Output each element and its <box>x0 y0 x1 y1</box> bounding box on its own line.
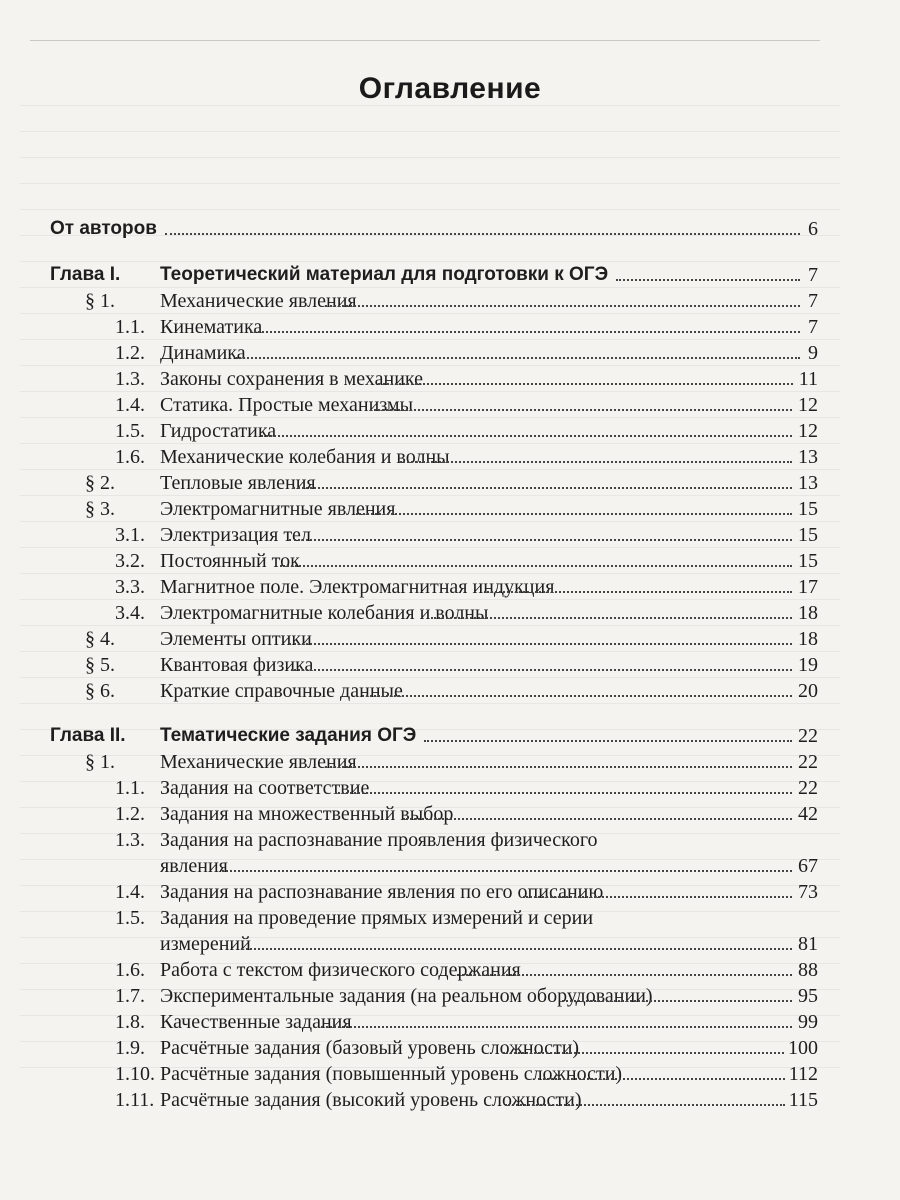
dot-leader <box>403 818 792 820</box>
toc-entry <box>0 470 900 496</box>
entry-number: § 1. <box>85 751 115 773</box>
entry-title: Задания на распознавание проявления физического <box>160 829 598 851</box>
entry-number: § 3. <box>85 498 115 520</box>
entry-number: 3.2. <box>115 550 145 572</box>
dot-leader <box>370 409 792 411</box>
entry-title: Механические колебания и волны <box>160 446 450 468</box>
entry-number: 1.1. <box>115 316 145 338</box>
entry-title: Задания на проведение прямых измерений и серии <box>160 907 594 929</box>
entry-title: Задания на соответствие <box>160 777 370 799</box>
entry-title: Динамика <box>160 342 246 364</box>
toc-entry <box>0 801 900 827</box>
entry-number: 1.4. <box>115 394 145 416</box>
toc-entry <box>0 853 900 879</box>
dot-leader <box>165 233 800 235</box>
entry-title: Гидростатика <box>160 420 277 442</box>
page-number: 15 <box>798 550 818 572</box>
entry-title: Расчётные задания (высокий уровень сложности) <box>160 1089 582 1111</box>
toc-entry <box>0 366 900 392</box>
dot-leader <box>325 766 792 768</box>
page-number: 7 <box>808 290 818 312</box>
page-number: 115 <box>788 1089 818 1111</box>
toc-entry <box>0 418 900 444</box>
entry-title: Кинематика <box>160 316 263 338</box>
toc-entry <box>0 288 900 314</box>
dot-leader <box>424 740 792 742</box>
dot-leader <box>484 591 792 593</box>
page-number: 6 <box>808 218 818 240</box>
dot-leader <box>250 331 800 333</box>
page-number: 13 <box>798 446 818 468</box>
entry-number: 3.1. <box>115 524 145 546</box>
toc-entry <box>0 879 900 905</box>
toc-entry <box>0 216 900 242</box>
entry-title: Магнитное поле. Электромагнитная индукция <box>160 576 555 598</box>
entry-title: Электромагнитные колебания и волны <box>160 602 489 624</box>
entry-title: Элементы оптики <box>160 628 312 650</box>
page-number: 12 <box>798 394 818 416</box>
page-number: 73 <box>798 881 818 903</box>
toc-entry <box>0 1035 900 1061</box>
dot-leader <box>291 669 792 671</box>
entry-number: § 2. <box>85 472 115 494</box>
entry-number: 3.4. <box>115 602 145 624</box>
entry-number: 1.6. <box>115 446 145 468</box>
dot-leader <box>457 974 792 976</box>
page-number: 81 <box>798 933 818 955</box>
entry-number: 1.1. <box>115 777 145 799</box>
page-number: 22 <box>798 777 818 799</box>
entry-title: Тепловые явления <box>160 472 316 494</box>
page-number: 17 <box>798 576 818 598</box>
entry-title: Расчётные задания (базовый уровень сложности) <box>160 1037 580 1059</box>
entry-title: Постоянный ток <box>160 550 300 572</box>
page-title: Оглавление <box>358 72 542 105</box>
page-number: 9 <box>808 342 818 364</box>
dot-leader <box>431 617 792 619</box>
entry-number: 1.2. <box>115 342 145 364</box>
entry-number: 1.5. <box>115 907 145 929</box>
dot-leader <box>538 1078 785 1080</box>
entry-number: § 1. <box>85 290 115 312</box>
dot-leader <box>562 1000 792 1002</box>
page-number: 13 <box>798 472 818 494</box>
page-number: 11 <box>798 368 818 390</box>
toc-entry <box>0 392 900 418</box>
entry-title: Теоретический материал для подготовки к ОГЭ <box>160 264 609 285</box>
entry-number: 3.3. <box>115 576 145 598</box>
entry-number: Глава I. <box>50 264 121 285</box>
dot-leader <box>505 1104 784 1106</box>
page-number: 20 <box>798 680 818 702</box>
entry-title: Качественные задания <box>160 1011 352 1033</box>
entry-title: Задания на распознавание явления по его описанию <box>160 881 604 903</box>
dot-leader <box>362 695 792 697</box>
toc-entry <box>0 678 900 704</box>
dot-leader <box>378 383 792 385</box>
toc-entry <box>0 905 900 931</box>
toc-entry <box>0 957 900 983</box>
toc-entry <box>0 775 900 801</box>
page-number: 18 <box>798 628 818 650</box>
entry-number: 1.7. <box>115 985 145 1007</box>
toc-entry <box>0 723 900 749</box>
entry-title: явления <box>160 855 228 877</box>
entry-number: 1.3. <box>115 368 145 390</box>
page-number: 7 <box>808 264 818 286</box>
toc-entry <box>0 983 900 1009</box>
entry-title: Квантовая физика <box>160 654 314 676</box>
toc-entry <box>0 548 900 574</box>
toc-entry <box>0 340 900 366</box>
toc-entry <box>0 600 900 626</box>
dot-leader <box>236 357 800 359</box>
page-number: 18 <box>798 602 818 624</box>
entry-number: Глава II. <box>50 725 126 746</box>
entry-number: 1.8. <box>115 1011 145 1033</box>
dot-leader <box>289 643 792 645</box>
toc-entry <box>0 652 900 678</box>
dot-leader <box>289 539 792 541</box>
dot-leader <box>261 435 792 437</box>
toc-entry <box>0 626 900 652</box>
dot-leader <box>222 870 792 872</box>
entry-number: 1.9. <box>115 1037 145 1059</box>
header-rule <box>30 40 820 41</box>
entry-number: § 6. <box>85 680 115 702</box>
page-number: 95 <box>798 985 818 1007</box>
page-number: 67 <box>798 855 818 877</box>
page-number: 22 <box>798 725 818 747</box>
toc-entry <box>0 1061 900 1087</box>
entry-title: Задания на множественный выбор <box>160 803 454 825</box>
entry-title: От авторов <box>50 218 157 239</box>
dot-leader <box>523 896 792 898</box>
entry-number: 1.5. <box>115 420 145 442</box>
entry-number: 1.4. <box>115 881 145 903</box>
entry-title: Статика. Простые механизмы <box>160 394 414 416</box>
entry-title: Механические явления <box>160 290 357 312</box>
entry-number: 1.2. <box>115 803 145 825</box>
toc-entry <box>0 827 900 853</box>
page-number: 88 <box>798 959 818 981</box>
page-number: 112 <box>788 1063 818 1085</box>
toc-entry <box>0 931 900 957</box>
entry-number: § 4. <box>85 628 115 650</box>
toc-entry <box>0 444 900 470</box>
toc-entry <box>0 314 900 340</box>
page-number: 42 <box>798 803 818 825</box>
dot-leader <box>356 513 792 515</box>
entry-number: 1.6. <box>115 959 145 981</box>
page-number: 7 <box>808 316 818 338</box>
toc-entry <box>0 496 900 522</box>
entry-title: Механические явления <box>160 751 357 773</box>
page-number: 15 <box>798 498 818 520</box>
entry-number: 1.10. <box>115 1063 155 1085</box>
page-number: 12 <box>798 420 818 442</box>
page-number: 15 <box>798 524 818 546</box>
dot-leader <box>400 461 792 463</box>
dot-leader <box>616 279 800 281</box>
toc-entry <box>0 749 900 775</box>
toc-entry <box>0 1009 900 1035</box>
entry-title: Законы сохранения в механике <box>160 368 424 390</box>
dot-leader <box>335 792 792 794</box>
entry-title: Электризация тел <box>160 524 311 546</box>
toc-entry <box>0 574 900 600</box>
entry-title: Работа с текстом физического содержания <box>160 959 521 981</box>
entry-number: § 5. <box>85 654 115 676</box>
dot-leader <box>241 948 792 950</box>
dot-leader <box>503 1052 784 1054</box>
page-number: 100 <box>788 1037 818 1059</box>
entry-title: Расчётные задания (повышенный уровень сложности) <box>160 1063 623 1085</box>
dot-leader <box>321 1026 792 1028</box>
entry-number: 1.11. <box>115 1089 155 1111</box>
entry-title: Экспериментальные задания (на реальном оборудовании) <box>160 985 653 1007</box>
dot-leader <box>280 565 792 567</box>
entry-title: Электромагнитные явления <box>160 498 396 520</box>
page-number: 99 <box>798 1011 818 1033</box>
entry-title: Краткие справочные данные <box>160 680 403 702</box>
dot-leader <box>293 487 793 489</box>
entry-title: измерений <box>160 933 251 955</box>
page-number: 22 <box>798 751 818 773</box>
toc-entry <box>0 522 900 548</box>
entry-title: Тематические задания ОГЭ <box>160 725 417 746</box>
page-number: 19 <box>798 654 818 676</box>
toc-entry <box>0 1087 900 1113</box>
toc-entry <box>0 262 900 288</box>
entry-number: 1.3. <box>115 829 145 851</box>
dot-leader <box>325 305 800 307</box>
